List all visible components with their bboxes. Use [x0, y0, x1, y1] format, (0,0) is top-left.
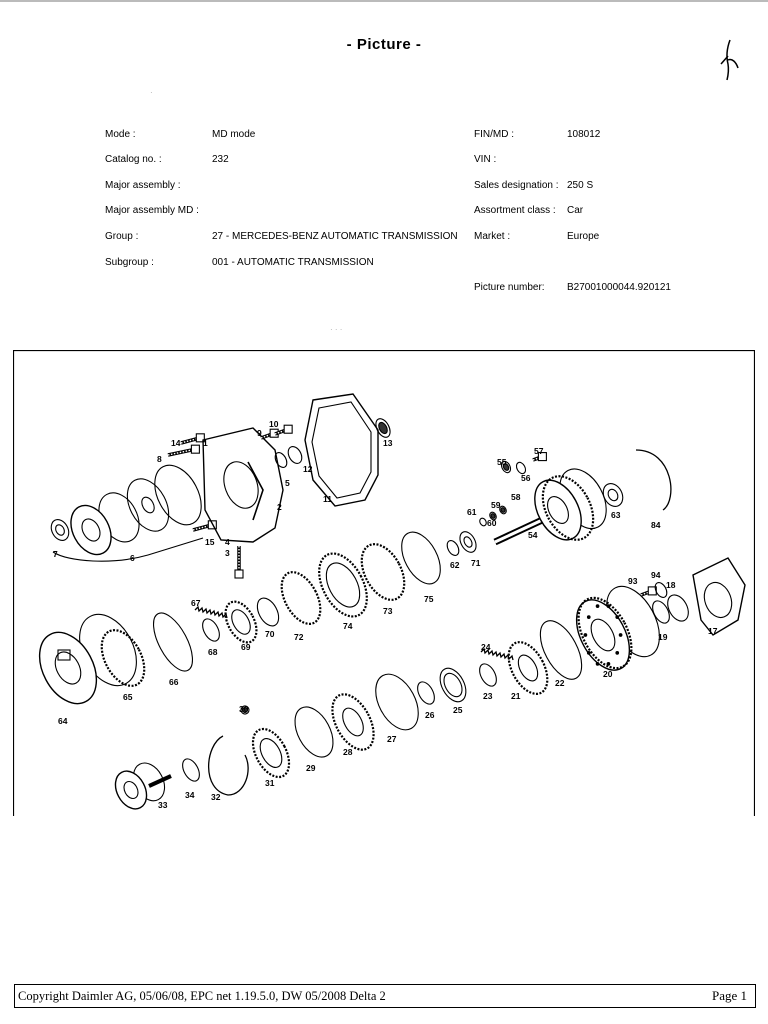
- part-bolt: [181, 434, 204, 443]
- part-number-label: 84: [651, 520, 661, 530]
- part-number-label: 19: [658, 632, 668, 642]
- footer-copyright: Copyright Daimler AG, 05/06/08, EPC net 1.19.5.0, DW 05/2008 Delta 2: [18, 989, 386, 1003]
- handwritten-mark: [718, 38, 742, 87]
- part-number-label: 9: [257, 428, 262, 438]
- part-bolt: [235, 546, 243, 578]
- footer-bar: [14, 984, 756, 1008]
- part-number-label: 2: [277, 502, 282, 512]
- part-ring: [119, 472, 177, 538]
- part-number-label: 29: [306, 763, 316, 773]
- part-ring: [501, 636, 556, 700]
- footer-page-number: Page 1: [711, 988, 747, 1003]
- subgroup-label: Subgroup :: [105, 257, 154, 268]
- part-number-label: 59: [491, 500, 501, 510]
- part-number-label: 58: [511, 492, 521, 502]
- part-number-label: 6: [130, 553, 135, 563]
- part-drum: [63, 486, 147, 561]
- part-number-label: 57: [534, 446, 544, 456]
- part-ring: [146, 607, 201, 677]
- part-number-label: 60: [487, 518, 497, 528]
- part-number-label: 28: [343, 747, 353, 757]
- part-number-label: 21: [511, 691, 521, 701]
- part-ring: [457, 529, 480, 555]
- part-ring: [219, 596, 263, 647]
- catalog-no-value: 232: [212, 154, 229, 165]
- part-ring: [476, 661, 500, 689]
- part-number-label: 22: [555, 678, 565, 688]
- part-ring: [373, 416, 393, 439]
- scan-speck: · · ·: [330, 325, 343, 334]
- part-ring: [93, 623, 153, 693]
- part-ring: [199, 616, 223, 644]
- picture-number-value: B27001000044.920121: [567, 282, 671, 293]
- group-value: 27 - MERCEDES-BENZ AUTOMATIC TRANSMISSION: [212, 231, 458, 242]
- part-number-label: 69: [241, 642, 251, 652]
- part-snap-ring: [636, 450, 671, 510]
- part-number-label: 3: [225, 548, 230, 558]
- fin-md-label: FIN/MD :: [474, 129, 514, 140]
- part-number-label: 27: [387, 734, 397, 744]
- part-number-label: 31: [265, 778, 275, 788]
- part-number-label: 20: [603, 669, 613, 679]
- assortment-class-value: Car: [567, 205, 584, 216]
- catalog-no-label: Catalog no. :: [105, 154, 162, 165]
- part-number-label: 94: [651, 570, 661, 580]
- part-number-label: 11: [323, 494, 332, 504]
- part-ring: [663, 591, 692, 624]
- part-number-label: 72: [294, 632, 304, 642]
- page-top-rule: [0, 0, 768, 2]
- part-number-label: 17: [708, 626, 718, 636]
- market-label: Market :: [474, 231, 511, 242]
- group-label: Group :: [105, 231, 139, 242]
- part-spring: [195, 607, 227, 618]
- part-number-label: 54: [528, 530, 538, 540]
- part-number-label: 66: [169, 677, 179, 687]
- part-number-label: 75: [424, 594, 434, 604]
- part-number-label: 67: [191, 598, 201, 608]
- part-number-label: 30: [239, 704, 249, 714]
- part-snap-ring: [209, 736, 248, 795]
- part-number-label: 14: [171, 438, 181, 448]
- part-number-label: 4: [225, 537, 230, 547]
- part-ring: [445, 539, 461, 558]
- picture-number-label: Picture number:: [474, 282, 545, 293]
- fin-md-value: 108012: [567, 129, 601, 140]
- mode-value: MD mode: [212, 129, 256, 140]
- part-number-label: 93: [628, 576, 638, 586]
- part-rear-housing: [693, 558, 745, 635]
- part-number-label: 10: [269, 419, 279, 429]
- part-number-label: 32: [211, 792, 221, 802]
- part-number-label: 7: [53, 549, 58, 559]
- part-ring: [285, 444, 304, 466]
- sales-designation-label: Sales designation :: [474, 180, 559, 191]
- part-bolt: [641, 587, 656, 595]
- part-ring: [353, 537, 413, 607]
- subgroup-value: 001 - AUTOMATIC TRANSMISSION: [212, 257, 374, 268]
- part-number-label: 8: [157, 454, 162, 464]
- part-number-label: 55: [497, 457, 507, 467]
- part-ring: [48, 517, 72, 544]
- part-ring: [367, 667, 427, 737]
- part-number-label: 18: [666, 580, 676, 590]
- part-number-label: 65: [123, 692, 133, 702]
- part-number-label: 5: [285, 478, 290, 488]
- part-number-label: 25: [453, 705, 463, 715]
- part-ring: [246, 723, 297, 783]
- part-number-label: 62: [450, 560, 460, 570]
- part-ring: [599, 480, 626, 510]
- part-number-label: 34: [185, 790, 195, 800]
- vin-label: VIN :: [474, 154, 497, 165]
- major-assembly-md-label: Major assembly MD :: [105, 205, 199, 216]
- part-number-label: 23: [483, 691, 493, 701]
- major-assembly-label: Major assembly :: [105, 180, 181, 191]
- part-number-label: 71: [471, 558, 481, 568]
- part-number-label: 15: [205, 537, 215, 547]
- exploded-diagram: [13, 350, 755, 816]
- diagram-canvas: [13, 350, 755, 816]
- sales-designation-value: 250 S: [567, 180, 594, 191]
- part-number-label: 12: [303, 464, 313, 474]
- part-number-label: 33: [158, 800, 168, 810]
- part-number-label: 74: [343, 621, 353, 631]
- part-ring: [435, 664, 471, 706]
- part-ring: [145, 457, 210, 532]
- part-gasket: [305, 394, 378, 506]
- part-number-label: 63: [611, 510, 621, 520]
- assortment-class-label: Assortment class :: [474, 205, 556, 216]
- part-number-label: 70: [265, 629, 275, 639]
- part-number-label: 24: [481, 642, 491, 652]
- part-ring: [394, 526, 449, 590]
- page-title: - Picture -: [346, 36, 422, 53]
- part-number-label: 73: [383, 606, 393, 616]
- part-number-label: 1: [203, 438, 208, 448]
- part-number-label: 68: [208, 647, 218, 657]
- scan-speck: ·: [150, 88, 153, 97]
- part-ring: [253, 595, 283, 630]
- part-number-label: 26: [425, 710, 435, 720]
- part-number-label: 64: [58, 716, 68, 726]
- part-number-label: 61: [467, 507, 477, 517]
- market-value: Europe: [567, 231, 600, 242]
- part-drum: [525, 461, 615, 548]
- part-ring: [414, 679, 438, 707]
- part-number-label: 56: [521, 473, 531, 483]
- part-ring: [179, 756, 203, 784]
- part-number-label: 13: [383, 438, 393, 448]
- mode-label: Mode :: [105, 129, 136, 140]
